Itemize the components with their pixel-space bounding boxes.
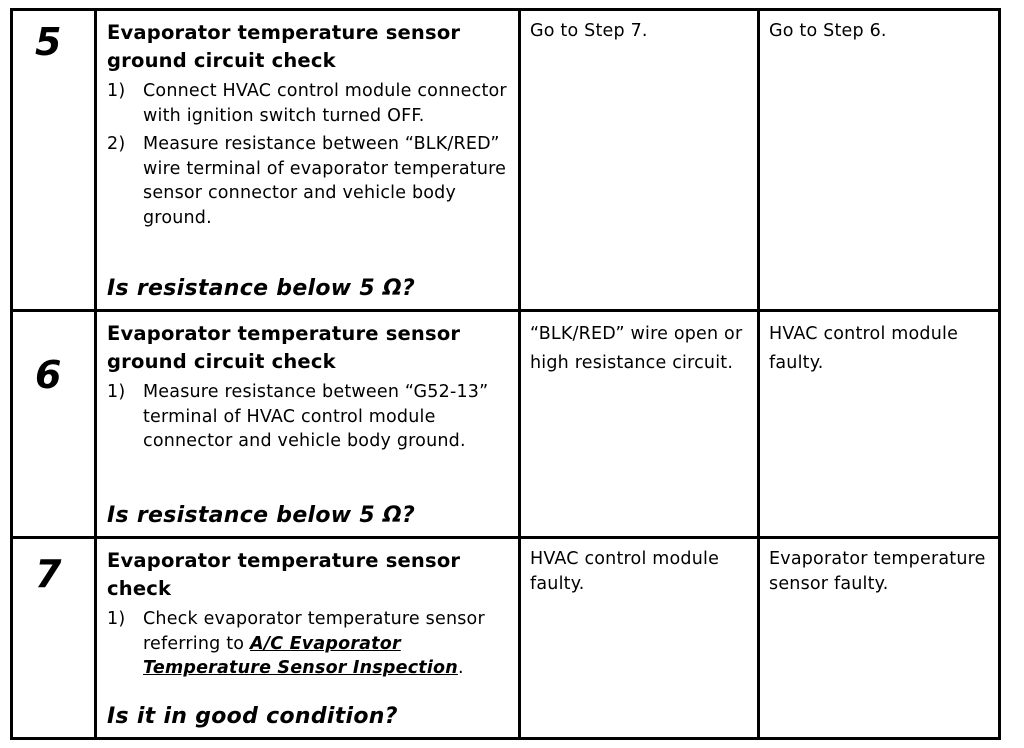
substep-number: 1) [107,382,126,402]
action-cell [96,10,520,311]
table-row [12,10,1000,311]
no-result: Go to Step 6. [769,21,887,41]
step-title: Evaporator temperature sensor ground circuit check [107,322,461,373]
step-cell [12,538,96,739]
step-question: Is resistance below 5 Ω? [107,503,416,528]
no-cell [759,538,1000,739]
substep [107,607,510,681]
yes-result: Go to Step 7. [530,21,648,41]
step-cell [12,311,96,538]
substep-text-before: Check evaporator temperature sensor referring to [143,609,485,654]
substep [107,380,510,454]
yes-cell [520,538,759,739]
step-question: Is it in good condition? [107,704,398,729]
yes-cell [520,311,759,538]
inspection-link[interactable]: A/C Evaporator Temperature Sensor Inspection [143,633,458,678]
diagnostic-table [10,8,1001,740]
step-title: Evaporator temperature sensor ground circuit check [107,21,461,72]
step-number: 5 [35,20,62,64]
no-result: Evaporator temperature sensor faulty. [769,549,986,594]
substep-number: 1) [107,81,126,101]
table-row [12,311,1000,538]
substep [107,79,510,128]
action-cell [96,538,520,739]
substep-text: Measure resistance between “BLK/RED” wire terminal of evaporator temperature sensor connector and vehicle body ground. [143,134,507,228]
yes-result: HVAC control module faulty. [530,549,720,594]
substep-text-after: . [457,658,464,678]
substep-text: Connect HVAC control module connector with ignition switch turned OFF. [143,81,507,126]
substep-number: 2) [107,134,126,154]
step-title: Evaporator temperature sensor check [107,549,461,600]
yes-cell [520,10,759,311]
table-row [12,538,1000,739]
no-cell [759,311,1000,538]
step-cell [12,10,96,311]
step-number: 6 [35,353,62,397]
step-question: Is resistance below 5 Ω? [107,276,416,301]
step-number: 7 [35,552,62,596]
yes-result: “BLK/RED” wire open or high resistance circuit. [530,324,743,373]
action-cell [96,311,520,538]
substep-text: Measure resistance between “G52-13” terminal of HVAC control module connector and vehicle body ground. [143,382,489,451]
substep-number: 1) [107,609,126,629]
substep [107,132,510,230]
substep-text [143,607,510,681]
no-result: HVAC control module faulty. [769,324,959,373]
no-cell [759,10,1000,311]
